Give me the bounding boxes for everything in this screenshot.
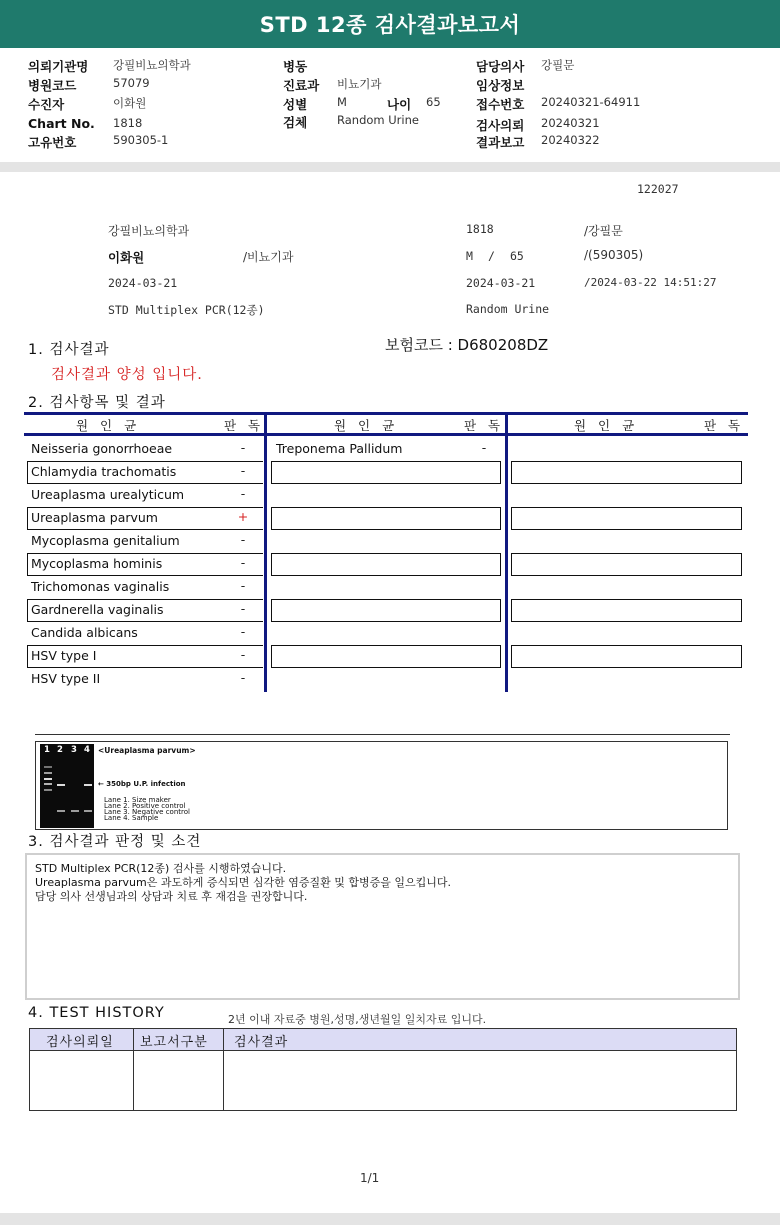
pathogen-result: - [240, 440, 246, 455]
pathogen-name: HSV type II [31, 671, 101, 686]
summary-sex: M [466, 249, 473, 263]
gel-top-rule [35, 734, 730, 735]
pathogen-name: Gardnerella vaginalis [31, 602, 164, 617]
summary-chart-no: 1818 [466, 222, 494, 236]
summary-hospital: 강필비뇨의학과 [108, 224, 190, 238]
opinion-box [25, 853, 740, 1000]
empty-result-box [511, 461, 742, 484]
header-value-chart-no: 1818 [113, 116, 143, 130]
header-label-doctor: 담당의사 [476, 59, 525, 74]
col2-header-result: 판 독 [464, 418, 505, 433]
row-frame [27, 461, 263, 484]
header-label-age: 나이 [387, 97, 412, 112]
summary-age: 65 [510, 249, 524, 263]
pathogen-name: Neisseria gonorrhoeae [31, 441, 173, 456]
header-value-dept: 비뇨기과 [337, 77, 382, 91]
results-table-header [24, 412, 748, 436]
history-header-request-date: 검사의뢰일 [46, 1035, 114, 1050]
header-label-clinical-info: 임상정보 [476, 78, 525, 93]
header-label-specimen: 검체 [283, 115, 308, 130]
pathogen-result: - [240, 624, 246, 639]
header-value-specimen: Random Urine [337, 113, 419, 127]
header-value-sex: M [337, 95, 347, 109]
gel-legend-2: Lane 2. Positive control [104, 802, 186, 810]
pathogen-name: Mycoplasma hominis [31, 556, 163, 571]
empty-result-box [271, 599, 501, 622]
pathogen-name: Mycoplasma genitalium [31, 533, 180, 548]
header-value-hospital-code: 57079 [113, 76, 150, 90]
gel-lane-number: 1 [44, 745, 50, 755]
header-value-doctor: 강필문 [541, 58, 575, 72]
gel-arrow-label: ← 350bp U.P. infection [98, 780, 186, 788]
gel-image-frame [35, 741, 728, 830]
col2-header-pathogen: 원 인 균 [334, 418, 399, 433]
history-table-header [30, 1029, 736, 1051]
gel-legend-3: Lane 3. Negative control [104, 808, 190, 816]
header-value-institution: 강필비뇨의학과 [113, 58, 191, 72]
header-label-chart-no: Chart No. [28, 116, 95, 131]
opinion-line: Ureaplasma parvum은 과도하게 증식되면 심각한 염증질환 및 합병증을 일으킵니다. [35, 876, 451, 889]
summary-specimen: Random Urine [466, 302, 550, 316]
pathogen-name: Trichomonas vaginalis [31, 579, 170, 594]
pathogen-name: Ureaplasma parvum [31, 510, 158, 525]
empty-result-box [511, 645, 742, 668]
header-label-dept: 진료과 [283, 78, 320, 93]
report-title: STD 12종 검사결과보고서 [0, 0, 780, 48]
history-header-report-type: 보고서구분 [140, 1035, 208, 1050]
pathogen-name: Treponema Pallidum [276, 441, 403, 456]
header-value-report-date: 20240322 [541, 133, 600, 147]
header-value-receipt-no: 20240321-64911 [541, 95, 641, 109]
page-number: 1/1 [360, 1171, 380, 1185]
report-id: 122027 [637, 182, 679, 196]
pathogen-result: - [240, 555, 246, 570]
row-frame [27, 645, 263, 668]
gel-title: <Ureaplasma parvum> [98, 746, 196, 755]
report-header [0, 48, 780, 166]
summary-date-receipt: 2024-03-21 [466, 276, 536, 290]
header-label-ward: 병동 [283, 59, 308, 74]
pathogen-result: - [240, 647, 246, 662]
pathogen-result: - [481, 440, 487, 455]
pathogen-name: HSV type I [31, 648, 97, 663]
header-label-receipt-no: 접수번호 [476, 97, 525, 112]
header-label-sex: 성별 [283, 97, 308, 112]
pathogen-name: Chlamydia trachomatis [31, 464, 177, 479]
summary-dept: /비뇨기과 [243, 250, 294, 264]
col1-header-pathogen: 원 인 균 [76, 418, 141, 433]
empty-result-box [511, 599, 742, 622]
pathogen-result: - [240, 670, 246, 685]
pathogen-result: - [240, 578, 246, 593]
summary-test-name: STD Multiplex PCR(12종) [108, 303, 265, 317]
empty-result-box [271, 507, 501, 530]
header-label-patient: 수진자 [28, 97, 65, 112]
header-label-request-date: 검사의뢰 [476, 118, 525, 133]
gel-lane-number: 3 [71, 745, 77, 755]
empty-result-box [511, 507, 742, 530]
empty-result-box [511, 553, 742, 576]
summary-birth: /(590305) [584, 248, 644, 262]
section1-title: 1. 검사결과 [28, 342, 110, 358]
pathogen-result: - [240, 463, 246, 478]
history-table [29, 1028, 737, 1111]
summary-doctor: /강필문 [584, 224, 623, 238]
pathogen-name: Candida albicans [31, 625, 138, 640]
col1-header-result: 판 독 [224, 418, 265, 433]
empty-result-box [271, 553, 501, 576]
pathogen-result: - [240, 532, 246, 547]
header-value-unique-no: 590305-1 [113, 133, 169, 147]
insurance-code: 보험코드 : D680208DZ [385, 336, 549, 354]
section2-title: 2. 검사항목 및 결과 [28, 395, 166, 411]
header-label-report-date: 결과보고 [476, 135, 525, 150]
gel-lane-number: 4 [84, 745, 90, 755]
row-frame [27, 599, 263, 622]
pathogen-name: Ureaplasma urealyticum [31, 487, 185, 502]
header-divider [0, 162, 780, 172]
header-value-age: 65 [426, 95, 441, 109]
results-divider-2 [505, 412, 508, 692]
summary-date-request: 2024-03-21 [108, 276, 178, 290]
gel-electrophoresis-image [40, 744, 94, 828]
gel-legend-4: Lane 4. Sample [104, 814, 159, 822]
row-frame [27, 553, 263, 576]
col3-header-pathogen: 원 인 균 [574, 418, 639, 433]
summary-sep: / [488, 249, 495, 263]
empty-result-box [271, 645, 501, 668]
section3-title: 3. 검사결과 판정 및 소견 [28, 834, 202, 850]
opinion-line: STD Multiplex PCR(12종) 검사를 시행하였습니다. [35, 862, 287, 875]
empty-result-box [271, 461, 501, 484]
header-value-request-date: 20240321 [541, 116, 600, 130]
pathogen-result: + [237, 509, 249, 524]
col3-header-result: 판 독 [704, 418, 745, 433]
header-label-unique-no: 고유번호 [28, 135, 77, 150]
footer-band [0, 1213, 780, 1225]
header-label-hospital-code: 병원코드 [28, 78, 77, 93]
summary-report-datetime: /2024-03-22 14:51:27 [584, 276, 717, 289]
section4-title: 4. TEST HISTORY [28, 1005, 165, 1021]
header-value-patient: 이화원 [113, 96, 147, 110]
row-frame [27, 507, 263, 530]
results-divider-1 [264, 412, 267, 692]
pathogen-result: - [240, 601, 246, 616]
gel-lane-number: 2 [57, 745, 63, 755]
pathogen-result: - [240, 486, 246, 501]
history-header-result: 검사결과 [234, 1035, 289, 1050]
opinion-line: 담당 의사 선생님과의 상담과 치료 후 재검을 권장합니다. [35, 890, 308, 903]
result-summary-text: 검사결과 양성 입니다. [51, 367, 203, 383]
summary-patient: 이화원 [108, 250, 145, 265]
gel-legend-1: Lane 1. Size maker [104, 796, 171, 804]
header-label-institution: 의뢰기관명 [28, 59, 89, 74]
history-note: 2년 이내 자료중 병원,성명,생년월일 일치자료 입니다. [228, 1013, 487, 1026]
